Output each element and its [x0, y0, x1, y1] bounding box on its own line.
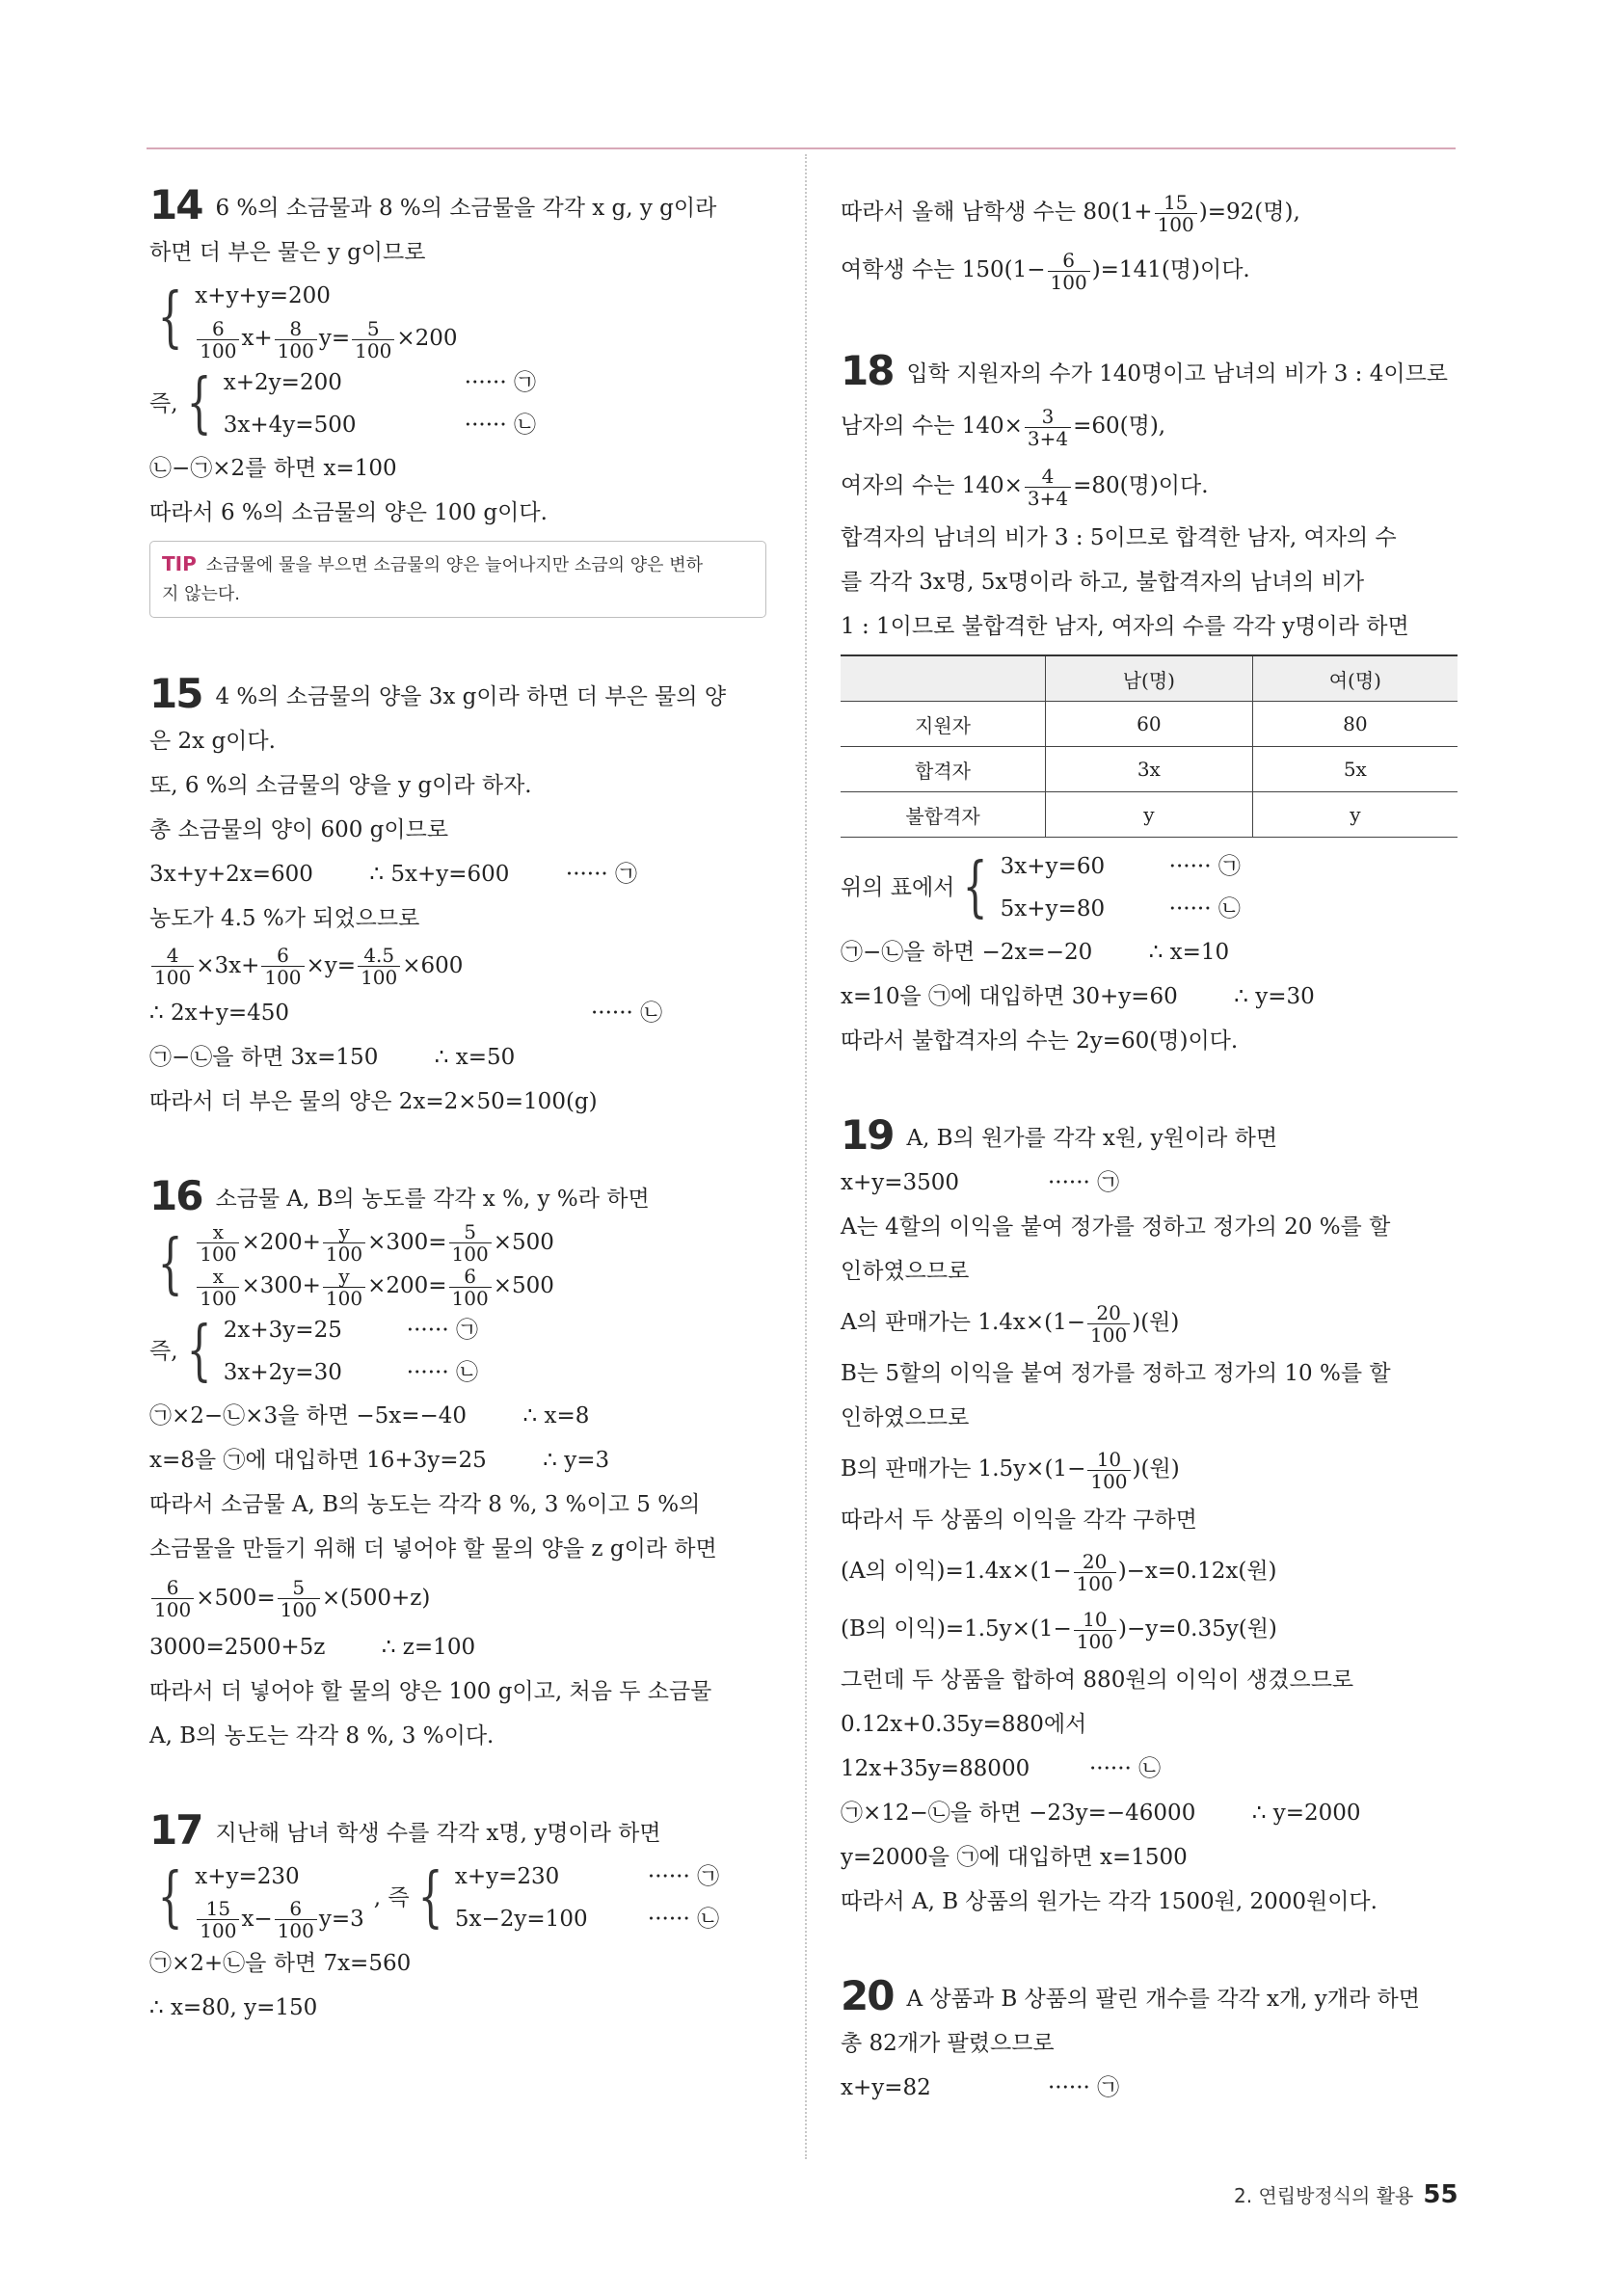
text-line: 4 %의 소금물의 양을 3x g이라 하면 더 부은 물의 양 [215, 683, 727, 709]
equation-system [841, 845, 1462, 930]
equation-system [149, 361, 766, 446]
problem-17-continued [841, 183, 1462, 299]
equation-system [149, 1221, 766, 1309]
equation: x=8을 ㉠에 대입하면 16+3y=25 ∴ y=3 [149, 1447, 610, 1473]
brace: { [157, 1859, 183, 1936]
problem-15 [149, 669, 766, 1124]
text-line: 또, 6 %의 소금물의 양을 y g이라 하자. [149, 772, 532, 798]
text-line: A, B의 농도는 각각 8 %, 3 %이다. [149, 1722, 495, 1749]
problem-number: 16 [149, 1171, 202, 1219]
text-line: 따라서 더 부은 물의 양은 2x=2×50=100(g) [149, 1088, 598, 1114]
equation: ∴ 2x+y=450 ······ ㉡ [149, 1000, 663, 1026]
equation: x+y+y=200 [195, 283, 331, 308]
tip-badge: TIP [162, 551, 197, 575]
label: , 즉 [373, 1885, 410, 1911]
equation: 5x−2y=100 ······ ㉡ [454, 1907, 720, 1933]
problem-number: 20 [841, 1972, 894, 2019]
equation: 3x+y+2x=600 ∴ 5x+y=600 ······ ㉠ [149, 861, 638, 887]
text-line: 소금물 A, B의 농도를 각각 x %, y %라 하면 [215, 1186, 650, 1212]
chapter-title: 2. 연립방정식의 활용 [1234, 2184, 1414, 2207]
text-line: A 상품과 B 상품의 팔린 개수를 각각 x개, y개라 하면 [906, 1987, 1420, 2012]
text-line: 인하였으므로 [841, 1405, 970, 1430]
fraction: $\frac{8}{100}$ [275, 318, 317, 361]
equation-system [149, 275, 766, 361]
label: 즉, [149, 390, 178, 416]
text-line: 를 각각 3x명, 5x명이라 하고, 불합격자의 남녀의 비가 [841, 570, 1365, 595]
page-number: 55 [1423, 2180, 1458, 2209]
text-line: 따라서 더 넣어야 할 물의 양은 100 g이고, 처음 두 소금물 [149, 1678, 712, 1704]
text-line: 따라서 6 %의 소금물의 양은 100 g이다. [149, 499, 548, 525]
tip-text: 소금물에 물을 부으면 소금물의 양은 늘어나지만 소금의 양은 변하 [205, 554, 703, 575]
text-line: B는 5할의 이익을 붙여 정가를 정하고 정가의 10 %를 할 [841, 1361, 1391, 1386]
equation-system [149, 1309, 766, 1394]
equation: $\frac{6}{100}$ ×500= $\frac{5}{100}$ ×(500+z) [149, 1571, 766, 1625]
applicant-table [841, 654, 1458, 838]
text-line: 입학 지원자의 수가 140명이고 남녀의 비가 3 : 4이므로 [906, 361, 1448, 387]
text-line: 따라서 A, B 상품의 원가는 각각 1500원, 2000원이다. [841, 1889, 1378, 1914]
label: 즉, [149, 1338, 178, 1364]
equation: 3x+4y=500 ······ ㉡ [223, 412, 536, 438]
brace: { [157, 1226, 183, 1302]
text-line: 6 %의 소금물과 8 %의 소금물을 각각 x g, y g이라 [215, 196, 717, 221]
equation: ㉠×2+㉡을 하면 7x=560 [149, 1951, 412, 1976]
text-line: 하면 더 부은 물은 y g이므로 [149, 240, 426, 265]
problem-14 [149, 183, 766, 618]
text-line: 지난해 남녀 학생 수를 각각 x명, y명이라 하면 [215, 1820, 661, 1846]
text-line: 농도가 4.5 %가 되었으므로 [149, 905, 420, 931]
table-row: 지원자 60 80 [841, 702, 1458, 747]
text-line: 총 소금물의 양이 600 g이므로 [149, 816, 449, 842]
text-line: 따라서 소금물 A, B의 농도는 각각 8 %, 3 %이고 5 %의 [149, 1491, 701, 1517]
equation: ㉠×12−㉡을 하면 −23y=−46000 ∴ y=2000 [841, 1801, 1361, 1826]
equation: ㉠×2−㉡×3을 하면 −5x=−40 ∴ x=8 [149, 1402, 590, 1428]
label: 위의 표에서 [841, 875, 955, 900]
text-line: 은 2x g이다. [149, 728, 276, 754]
problem-19 [841, 1113, 1462, 1924]
equation: 0.12x+0.35y=880에서 [841, 1712, 1087, 1737]
equation: 3000=2500+5z ∴ z=100 [149, 1634, 476, 1660]
equation: B의 판매가는 1.5y×(1− $\frac{10}{100}$ )(원) [841, 1447, 1180, 1493]
text-line: 소금물을 만들기 위해 더 넣어야 할 물의 양을 z g이라 하면 [149, 1535, 717, 1562]
brace: { [417, 1859, 443, 1936]
equation: y=2000을 ㉠에 대입하면 x=1500 [841, 1845, 1188, 1870]
problem-20 [841, 1974, 1462, 2110]
right-column [841, 183, 1462, 2110]
equation: x+2y=200 ······ ㉠ [223, 369, 536, 395]
table-row: 불합격자 y y [841, 792, 1458, 838]
text-line: 따라서 두 상품의 이익을 각각 구하면 [841, 1508, 1197, 1533]
equation: 12x+35y=88000 ······ ㉡ [841, 1756, 1162, 1781]
equation-system [149, 1855, 766, 1942]
equation: x=10을 ㉠에 대입하면 30+y=60 ∴ y=30 [841, 984, 1315, 1009]
equation: 2x+3y=25 ······ ㉠ [223, 1317, 478, 1343]
equation: (B의 이익)=1.5y×(1− $\frac{10}{100}$ )−y=0.35y(원) [841, 1607, 1277, 1653]
equation: 5x+y=80 ······ ㉡ [1000, 896, 1241, 921]
fraction: $\frac{5}{100}$ [352, 318, 394, 361]
fraction: $\frac{6}{100}$ [197, 318, 239, 361]
tip-box [149, 541, 766, 618]
problem-17 [149, 1805, 766, 2031]
page-footer [1234, 2180, 1458, 2209]
brace: { [186, 1312, 212, 1389]
equation: 여자의 수는 140× $\frac{4}{3+4}$ =80(명)이다. [841, 464, 1209, 510]
problem-number: 15 [149, 669, 202, 717]
equation: 여학생 수는 150(1− $\frac{6}{100}$ )=141(명)이다. [841, 248, 1250, 294]
left-column [149, 183, 766, 2030]
text-line: A, B의 원가를 각각 x원, y원이라 하면 [906, 1126, 1278, 1151]
problem-number: 17 [149, 1805, 202, 1854]
table-header: 여(명) [1252, 655, 1458, 702]
text-line: 합격자의 남녀의 비가 3 : 5이므로 합격한 남자, 여자의 수 [841, 525, 1397, 550]
text-line: A는 4할의 이익을 붙여 정가를 정하고 정가의 20 %를 할 [841, 1215, 1391, 1240]
text-line: 1 : 1이므로 불합격한 남자, 여자의 수를 각각 y명이라 하면 [841, 614, 1409, 639]
problem-number: 14 [149, 181, 202, 228]
problem-18 [841, 349, 1462, 1063]
brace: { [963, 849, 989, 925]
equation: 남자의 수는 140× $\frac{3}{3+4}$ =60(명), [841, 404, 1166, 450]
table-row: 합격자 3x 5x [841, 747, 1458, 792]
text-line: 따라서 불합격자의 수는 2y=60(명)이다. [841, 1028, 1239, 1054]
table-header: 남(명) [1046, 655, 1253, 702]
problem-number: 18 [841, 347, 894, 394]
equation: $\frac{x}{100}$ ×300+ $\frac{y}{100}$ ×200= $\frac{6}{100}$ ×500 [195, 1265, 554, 1309]
equation: $\frac{15}{100}$ x− $\frac{6}{100}$ y=3 [195, 1898, 364, 1942]
column-separator [805, 154, 807, 2159]
equation: x+y=230 [195, 1863, 300, 1889]
equation: A의 판매가는 1.4x×(1− $\frac{20}{100}$ )(원) [841, 1300, 1180, 1347]
equation: 3x+2y=30 ······ ㉡ [223, 1359, 478, 1385]
equation: $\frac{4}{100}$ ×3x+ $\frac{6}{100}$ ×y= $\frac{4.5}{100}$ ×600 [149, 941, 766, 991]
top-rule [147, 147, 1456, 149]
tip-text: 지 않는다. [162, 583, 240, 604]
equation: $\frac{6}{100}$ x+ $\frac{8}{100}$ y= $\frac{5}{100}$ ×200 [195, 317, 457, 361]
text-line: ㉡−㉠×2를 하면 x=100 [149, 455, 397, 481]
text-line: 인하였으므로 [841, 1259, 970, 1284]
text-line: 그런데 두 상품을 합하여 880원의 이익이 생겼으므로 [841, 1668, 1354, 1693]
equation: (A의 이익)=1.4x×(1− $\frac{20}{100}$ )−x=0.12x(원) [841, 1549, 1277, 1595]
equation: x+y=3500 ······ ㉠ [841, 1170, 1120, 1195]
problem-number: 19 [841, 1111, 894, 1159]
equation: $\frac{x}{100}$ ×200+ $\frac{y}{100}$ ×300= $\frac{5}{100}$ ×500 [195, 1221, 554, 1266]
equation: x+y=82 ······ ㉠ [841, 2075, 1120, 2100]
equation: 따라서 올해 남학생 수는 80(1+ $\frac{15}{100}$ )=92(명), [841, 190, 1300, 236]
equation: ㉠−㉡을 하면 −2x=−20 ∴ x=10 [841, 940, 1230, 965]
equation: x+y=230 ······ ㉠ [454, 1864, 720, 1890]
problem-16 [149, 1171, 766, 1758]
equation: ㉠−㉡을 하면 3x=150 ∴ x=50 [149, 1044, 516, 1070]
table-header [841, 655, 1046, 702]
text-line: 총 82개가 팔렸으므로 [841, 2031, 1055, 2056]
brace: { [186, 364, 212, 441]
equation: ∴ x=80, y=150 [149, 1995, 318, 2020]
brace: { [157, 279, 183, 356]
equation: 3x+y=60 ······ ㉠ [1000, 854, 1241, 879]
